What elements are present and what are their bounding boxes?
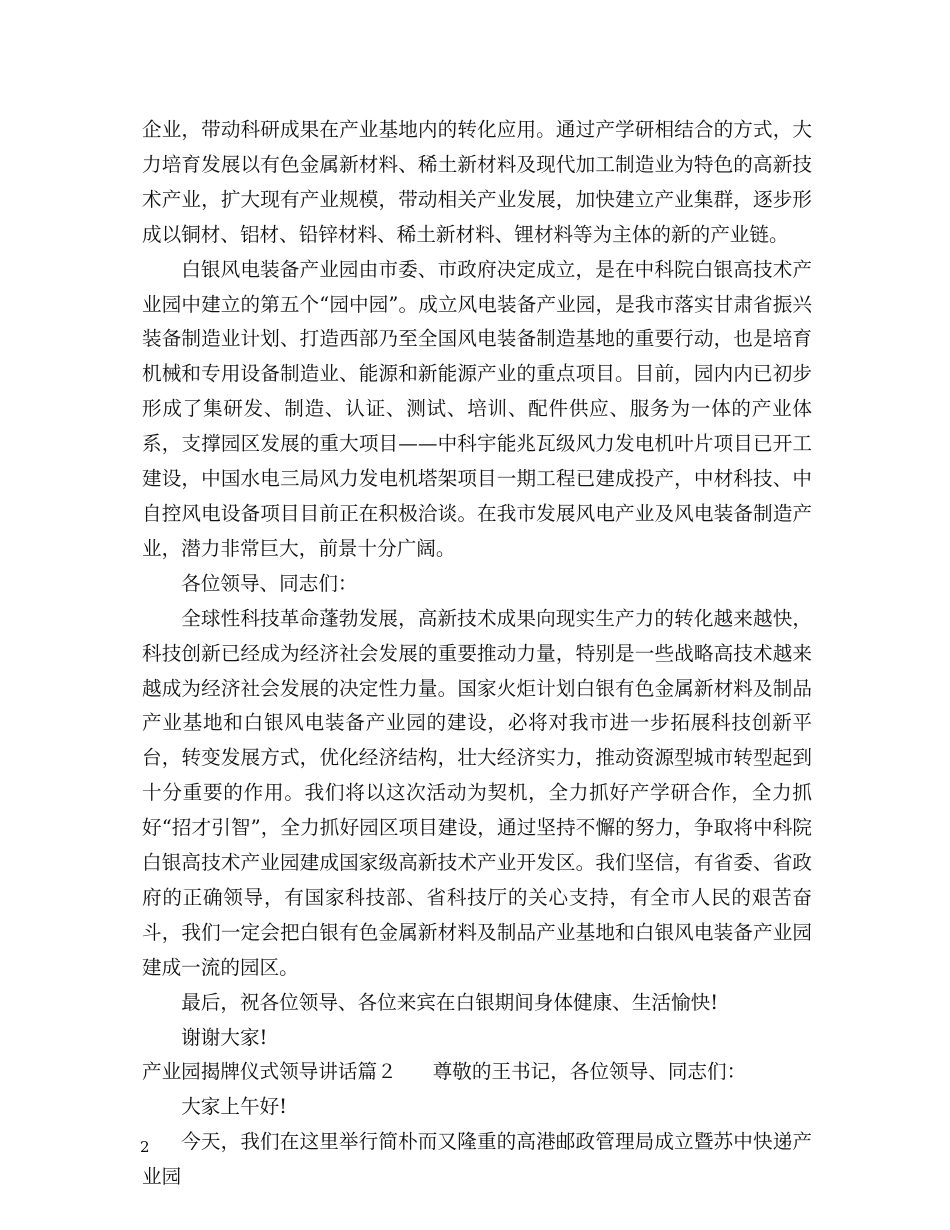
paragraph-4: 全球性科技革命蓬勃发展，高新技术成果向现实生产力的转化越来越快，科技创新已经成为经济社会发展的重要推动力量，特别是一些战略高技术越来越成为经济社会发展的决定性力量。国家火炬计划白银有色金属新材料及制品产业基地和白银风电装备产业园的建设，必将对我市进一步拓展科技创新平台，转变发展方式，优化经济结构，壮大经济实力，推动资源型城市转型起到十分重要的作用。我们将以这次活动为契机，全力抓好产学研合作，全力抓好“招才引智”，全力抓好园区项目建设，通过坚持不懈的努力，争取将中科院白银高技术产业园建成国家级高新技术产业开发区。我们坚信，有省委、省政府的正确领导，有国家科技部、省科技厅的关心支持，有全市人民的艰苦奋斗，我们一定会把白银有色金属新材料及制品产业基地和白银风电装备产业园建成一流的园区。 bbox=[142, 606, 812, 979]
paragraph-1: 企业，带动科研成果在产业基地内的转化应用。通过产学研相结合的方式，大力培育发展以有色金属新材料、稀土新材料及现代加工制造业为特色的高新技术产业，扩大现有产业规模，带动相关产业发展，加快建立产业集群，逐步形成以铜材、铝材、铅锌材料、稀土新材料、锂材料等为主体的新的产业链。 bbox=[142, 118, 812, 246]
page-number: 2 bbox=[140, 1138, 150, 1156]
paragraph-6: 谢谢大家! bbox=[181, 1025, 268, 1049]
paragraph-8: 今天，我们在这里举行简朴而又隆重的高港邮政管理局成立暨苏中快递产业园 bbox=[142, 1130, 812, 1189]
section-salutation: 尊敬的王书记，各位领导、同志们： bbox=[432, 1060, 747, 1084]
paragraph-7: 大家上午好! bbox=[181, 1095, 288, 1119]
document-body bbox=[142, 113, 812, 1195]
section-heading-line bbox=[142, 1055, 812, 1090]
section-title: 产业园揭牌仪式领导讲话篇２ bbox=[142, 1060, 397, 1084]
paragraph-3: 各位领导、同志们： bbox=[181, 571, 358, 595]
paragraph-5: 最后，祝各位领导、各位来宾在白银期间身体健康、生活愉快! bbox=[181, 990, 719, 1014]
paragraph-2: 白银风电装备产业园由市委、市政府决定成立，是在中科院白银高技术产业园中建立的第五个“园中园”。成立风电装备产业园，是我市落实甘肃省振兴装备制造业计划、打造西部乃至全国风电装备制造基地的重要行动，也是培育机械和专用设备制造业、能源和新能源产业的重点项目。目前，园内内已初步形成了集研发、制造、认证、测试、培训、配件供应、服务为一体的产业体系，支撑园区发展的重大项目——中科宇能兆瓦级风力发电机叶片项目已开工建设，中国水电三局风力发电机塔架项目一期工程已建成投产，中材科技、中自控风电设备项目目前正在积极洽谈。在我市发展风电产业及风电装备制造产业，潜力非常巨大，前景十分广阔。 bbox=[142, 257, 812, 560]
